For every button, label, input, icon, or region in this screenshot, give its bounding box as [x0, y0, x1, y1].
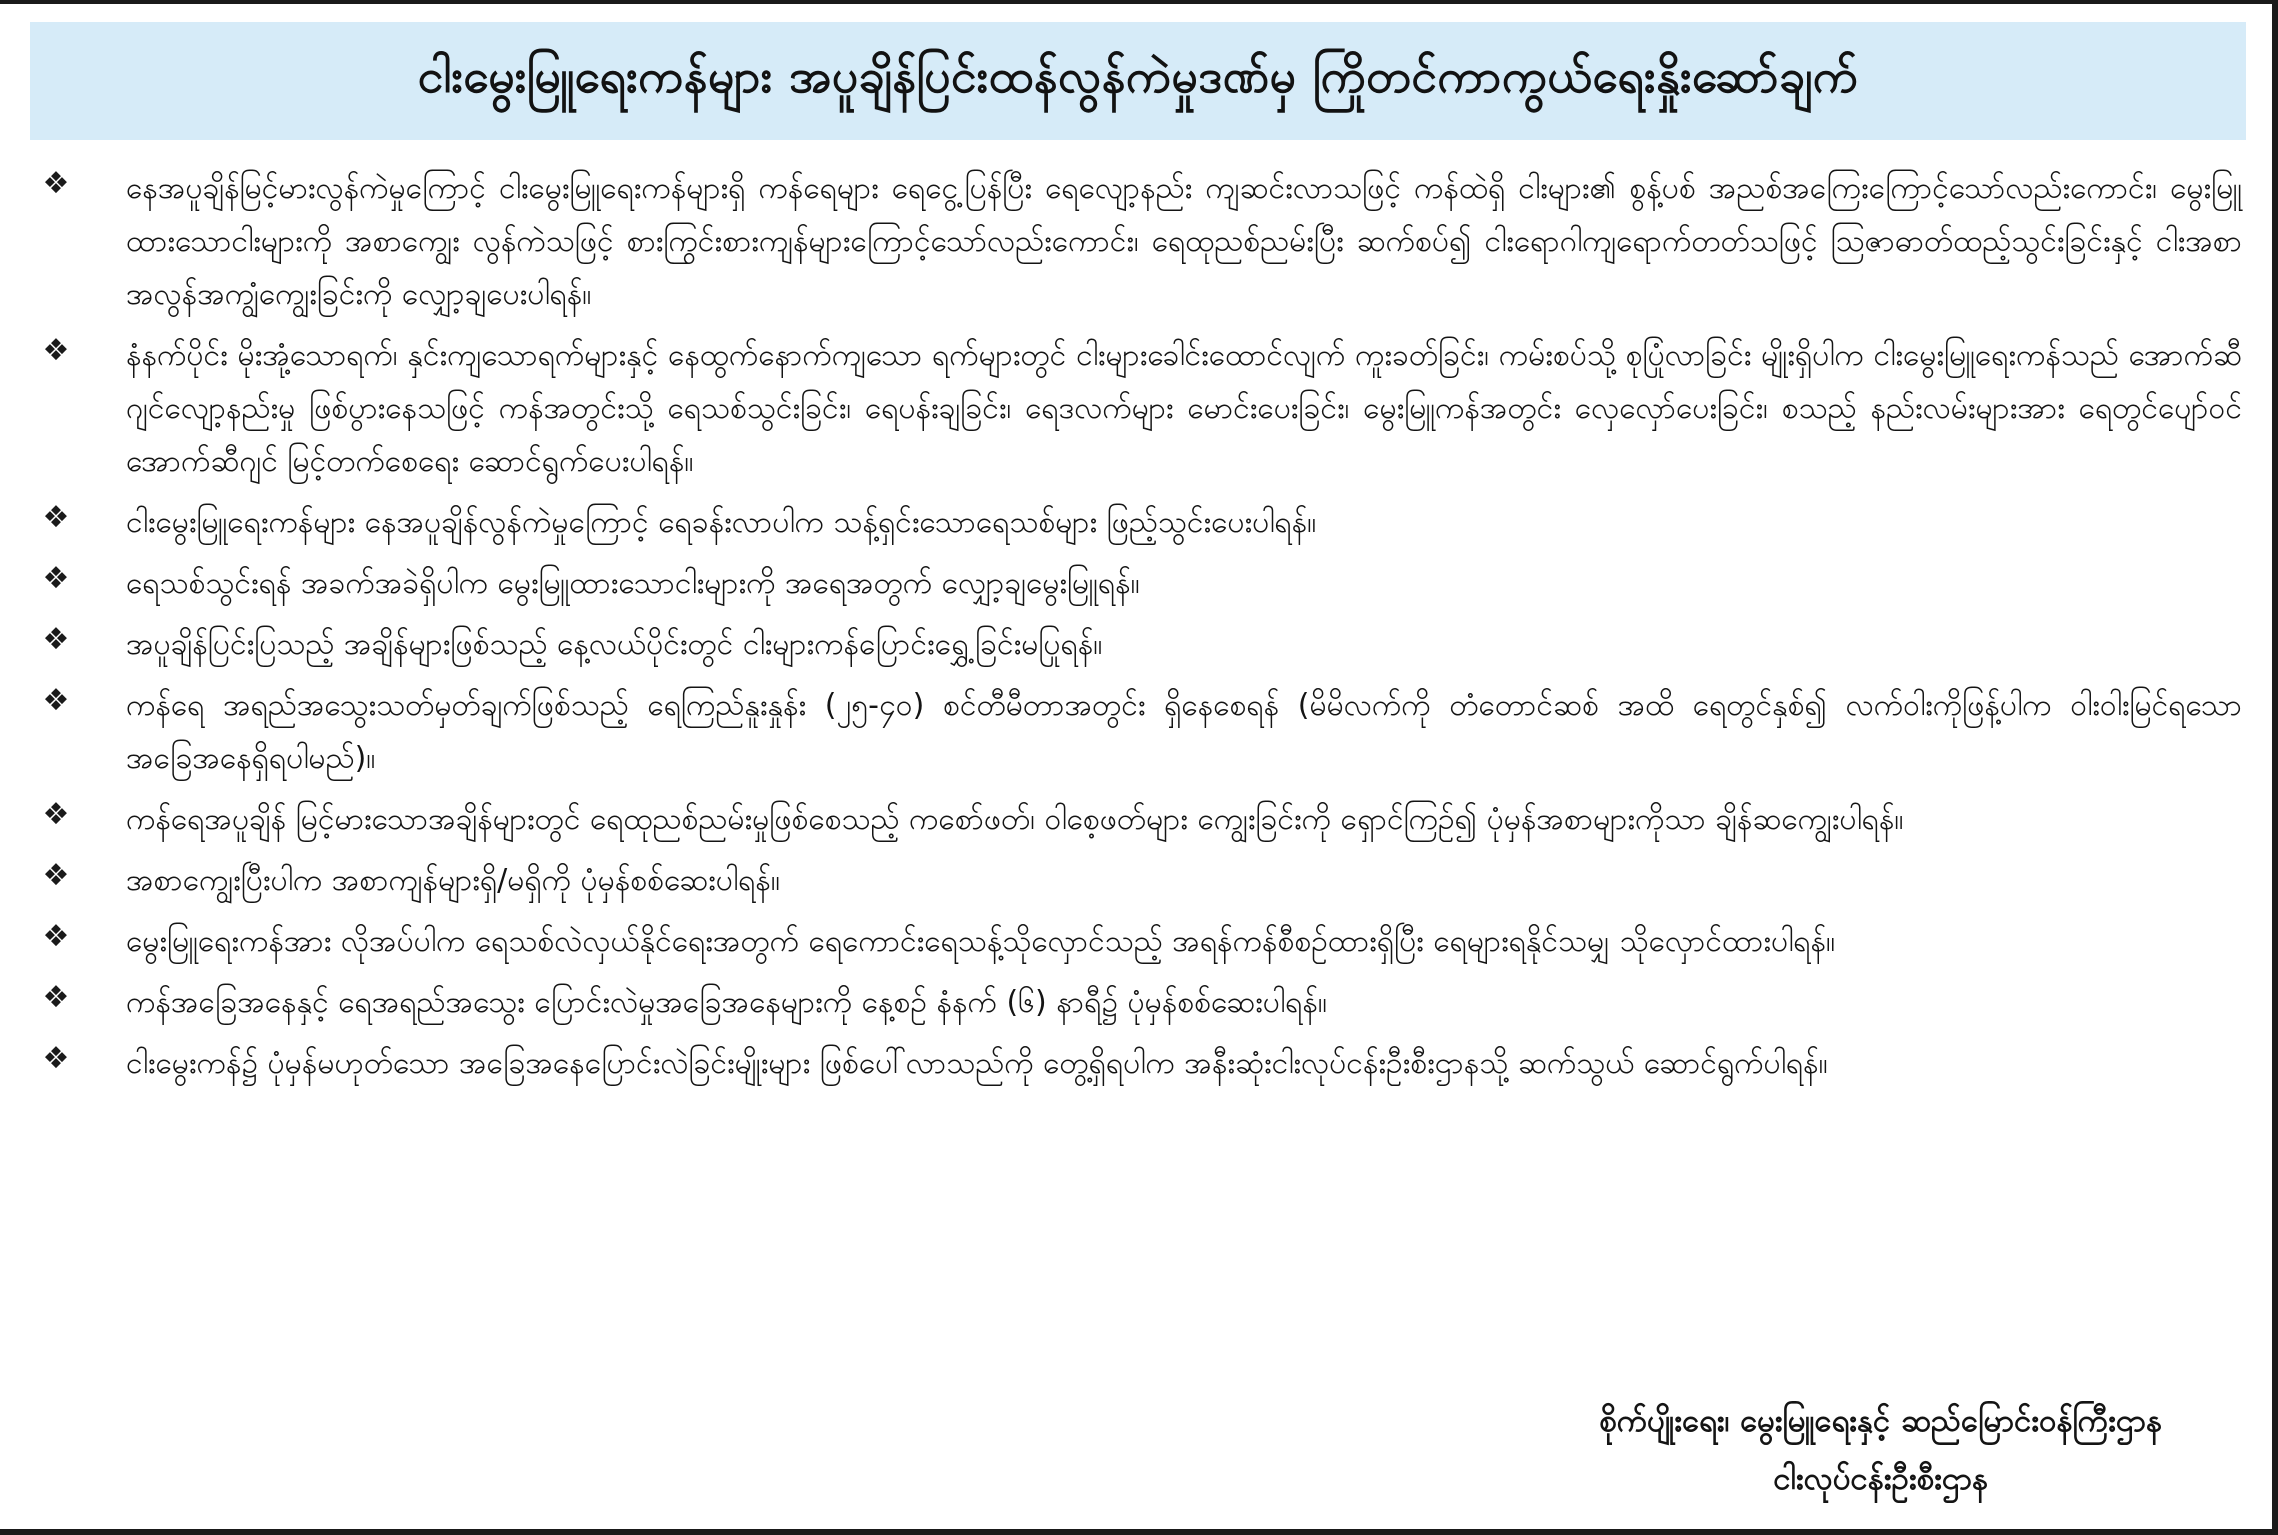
notice-item-text: ငါးမွေးကန်၌ ပုံမှန်မဟုတ်သော အခြေအနေပြောင်းလဲခြင်းမျိုးများ ဖြစ်ပေါ်လာသည်ကို တွေ့ရှိရပါက အနီးဆုံးငါးလုပ်ငန်းဦးစီးဌာနသို့ ဆက်သွယ် ဆောင်ရွက်ပါရန်။ [126, 1046, 1828, 1081]
notice-item-text: ကန်ရေအပူချိန် မြင့်မားသောအချိန်များတွင် ရေထုညစ်ညမ်းမှုဖြစ်စေသည့် ကစော်ဖတ်၊ ဝါစေ့ဖတ်များ ကျွေးခြင်းကို ရှောင်ကြဉ်၍ ပုံမှန်အစာများကိုသာ ချိန်ဆကျွေးပါရန်။ [126, 802, 1904, 837]
diamond-bullet-icon: ❖ [42, 333, 70, 368]
notice-item [0, 854, 2278, 907]
diamond-bullet-icon: ❖ [42, 858, 70, 893]
notice-item [0, 915, 2278, 968]
notice-item [0, 557, 2278, 610]
diamond-bullet-icon: ❖ [42, 500, 70, 535]
notice-items [0, 162, 2278, 1098]
notice-item [0, 793, 2278, 846]
notice-item-text: နံနက်ပိုင်း မိုးအုံ့သောရက်၊ နှင်းကျသောရက်များနှင့် နေထွက်နောက်ကျသော ရက်များတွင် ငါးများခေါင်းထောင်လျက် ကူးခတ်ခြင်း၊ ကမ်းစပ်သို့ စုပြုံလာခြင်း မျိုးရှိပါက ငါးမွေးမြူရေးကန်သည် အောက်ဆီဂျင်လျော့နည်းမှု ဖြစ်ပွားနေသဖြင့် ကန်အတွင်းသို့ ရေသစ်သွင်းခြင်း၊ ရေပန်းချခြင်း၊ ရေဒလက်များ မောင်းပေးခြင်း၊ မွေးမြူကန်အတွင်း လှေလှော်ပေးခြင်း၊ စသည့် နည်းလမ်းများအား ရေတွင်ပျော်ဝင်အောက်ဆီဂျင် မြင့်တက်စေရေး ဆောင်ရွက်ပေးပါရန်။ [126, 338, 2242, 479]
notice-item [0, 1037, 2278, 1090]
notice-item [0, 329, 2278, 488]
diamond-bullet-icon: ❖ [42, 683, 70, 718]
notice-item [0, 679, 2278, 785]
notice-item-text: နေအပူချိန်မြင့်မားလွန်ကဲမှုကြောင့် ငါးမွေးမြူရေးကန်များရှိ ကန်ရေများ ရေငွေ့ပြန်ပြီး ရေလျော့နည်း ကျဆင်းလာသဖြင့် ကန်ထဲရှိ ငါးများ၏ စွန့်ပစ် အညစ်အကြေးကြောင့်သော်လည်းကောင်း၊ မွေးမြူထားသောငါးများကို အစာကျွေး လွန်ကဲသဖြင့် စားကြွင်းစားကျန်များကြောင့်သော်လည်းကောင်း၊ ရေထုညစ်ညမ်းပြီး ဆက်စပ်၍ ငါးရောဂါကျရောက်တတ်သဖြင့် ဩဇာဓာတ်ထည့်သွင်းခြင်းနှင့် ငါးအစာအလွန်အကျွံကျွေးခြင်းကို လျှော့ချပေးပါရန်။ [126, 171, 2242, 312]
diamond-bullet-icon: ❖ [42, 1041, 70, 1076]
diamond-bullet-icon: ❖ [42, 797, 70, 832]
diamond-bullet-icon: ❖ [42, 561, 70, 596]
notice-item-text: ကန်အခြေအနေနှင့် ရေအရည်အသွေး ပြောင်းလဲမှုအခြေအနေများကို နေ့စဉ် နံနက် (၆) နာရီ၌ ပုံမှန်စစ်ဆေးပါရန်။ [126, 985, 1327, 1020]
notice-item-text: အပူချိန်ပြင်းပြသည့် အချိန်များဖြစ်သည့် နေ့လယ်ပိုင်းတွင် ငါးများကန်ပြောင်းရွှေ့ခြင်းမပြုရန်။ [126, 627, 1103, 662]
ministry-name: စိုက်ပျိုးရေး၊ မွေးမြူရေးနှင့် ဆည်မြောင်းဝန်ကြီးဌာန [1599, 1403, 2162, 1439]
notice-item-text: ငါးမွေးမြူရေးကန်များ နေအပူချိန်လွန်ကဲမှုကြောင့် ရေခန်းလာပါက သန့်ရှင်းသောရေသစ်များ ဖြည့်သွင်းပေးပါရန်။ [126, 505, 1317, 540]
notice-item-text: ကန်ရေ အရည်အသွေးသတ်မှတ်ချက်ဖြစ်သည့် ရေကြည်နူးနှုန်း (၂၅-၄၀) စင်တီမီတာအတွင်း ရှိနေစေရန် (မိမိလက်ကို တံတောင်ဆစ် အထိ ရေတွင်နှစ်၍ လက်ဝါးကိုဖြန့်ပါက ဝါးဝါးမြင်ရသော အခြေအနေရှိရပါမည်)။ [126, 688, 2242, 776]
diamond-bullet-icon: ❖ [42, 980, 70, 1015]
diamond-bullet-icon: ❖ [42, 166, 70, 201]
diamond-bullet-icon: ❖ [42, 919, 70, 954]
signature-block [1599, 1392, 2162, 1508]
notice-item [0, 496, 2278, 549]
notice-item-text: မွေးမြူရေးကန်အား လိုအပ်ပါက ရေသစ်လဲလှယ်နိုင်ရေးအတွက် ရေကောင်းရေသန့်သိုလှောင်သည့် အရန်ကန်စီစဉ်ထားရှိပြီး ရေများရနိုင်သမျှ သိုလှောင်ထားပါရန်။ [126, 924, 1836, 959]
notice-item [0, 976, 2278, 1029]
notice-title: ငါးမွေးမြူရေးကန်များ အပူချိန်ပြင်းထန်လွန်ကဲမှုဒဏ်မှ ကြိုတင်ကာကွယ်ရေးနှိုးဆော်ချက် [417, 48, 1859, 103]
notice-item [0, 162, 2278, 321]
notice-item [0, 618, 2278, 671]
notice-item-text: ရေသစ်သွင်းရန် အခက်အခဲရှိပါက မွေးမြူထားသောငါးများကို အရေအတွက် လျှော့ချမွေးမြူရန်။ [126, 566, 1140, 601]
notice-item-text: အစာကျွေးပြီးပါက အစာကျန်များရှိ/မရှိကို ပုံမှန်စစ်ဆေးပါရန်။ [126, 863, 780, 898]
title-band [30, 22, 2246, 140]
department-name: ငါးလုပ်ငန်းဦးစီးဌာန [1773, 1461, 1989, 1497]
diamond-bullet-icon: ❖ [42, 622, 70, 657]
